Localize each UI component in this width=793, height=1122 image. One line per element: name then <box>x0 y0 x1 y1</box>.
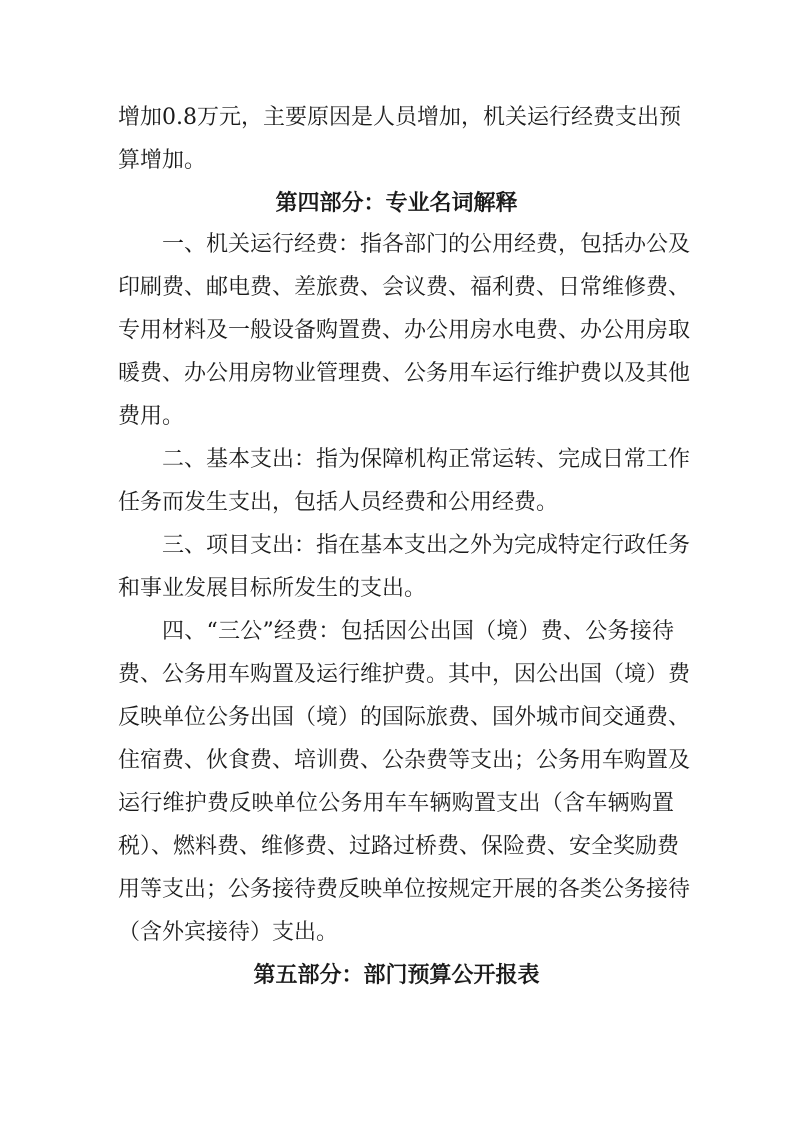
section-heading-5: 第五部分：部门预算公开报表 <box>253 963 540 988</box>
paragraph-line: 二、基本支出：指为保障机构正常运转、完成日常工作 <box>162 447 691 472</box>
paragraph-line: 住宿费、伙食费、培训费、公杂费等支出；公务用车购置及 <box>118 748 691 773</box>
paragraph-line: 一、机关运行经费：指各部门的公用经费，包括办公及 <box>162 232 691 257</box>
paragraph-line: 四、“三公”经费：包括因公出国（境）费、公务接待 <box>162 619 674 644</box>
paragraph-line: 费用。 <box>118 404 185 429</box>
paragraph-line: 反映单位公务出国（境）的国际旅费、国外城市间交通费、 <box>118 705 691 730</box>
paragraph-line: 和事业发展目标所发生的支出。 <box>118 576 427 601</box>
paragraph-line: 算增加。 <box>118 148 207 173</box>
paragraph-line: 运行维护费反映单位公务用车车辆购置支出（含车辆购置 <box>118 791 674 816</box>
paragraph-line: 专用材料及一般设备购置费、办公用房水电费、办公用房取 <box>118 318 691 343</box>
paragraph-line: 增加0.8万元，主要原因是人员增加，机关运行经费支出预 <box>118 105 681 130</box>
paragraph-line: 印刷费、邮电费、差旅费、会议费、福利费、日常维修费、 <box>118 275 691 300</box>
section-heading-4: 第四部分：专业名词解释 <box>275 191 518 216</box>
paragraph-line: （含外宾接待）支出。 <box>118 920 339 945</box>
paragraph-line: 暖费、办公用房物业管理费、公务用车运行维护费以及其他 <box>118 361 691 386</box>
paragraph-line: 任务而发生支出，包括人员经费和公用经费。 <box>118 490 559 515</box>
paragraph-line: 三、项目支出：指在基本支出之外为完成特定行政任务 <box>162 533 691 558</box>
paragraph-line: 税）、燃料费、维修费、过路过桥费、保险费、安全奖励费 <box>118 834 680 859</box>
paragraph-line: 用等支出；公务接待费反映单位按规定开展的各类公务接待 <box>118 877 691 902</box>
paragraph-line: 费、公务用车购置及运行维护费。其中，因公出国（境）费 <box>118 662 691 687</box>
